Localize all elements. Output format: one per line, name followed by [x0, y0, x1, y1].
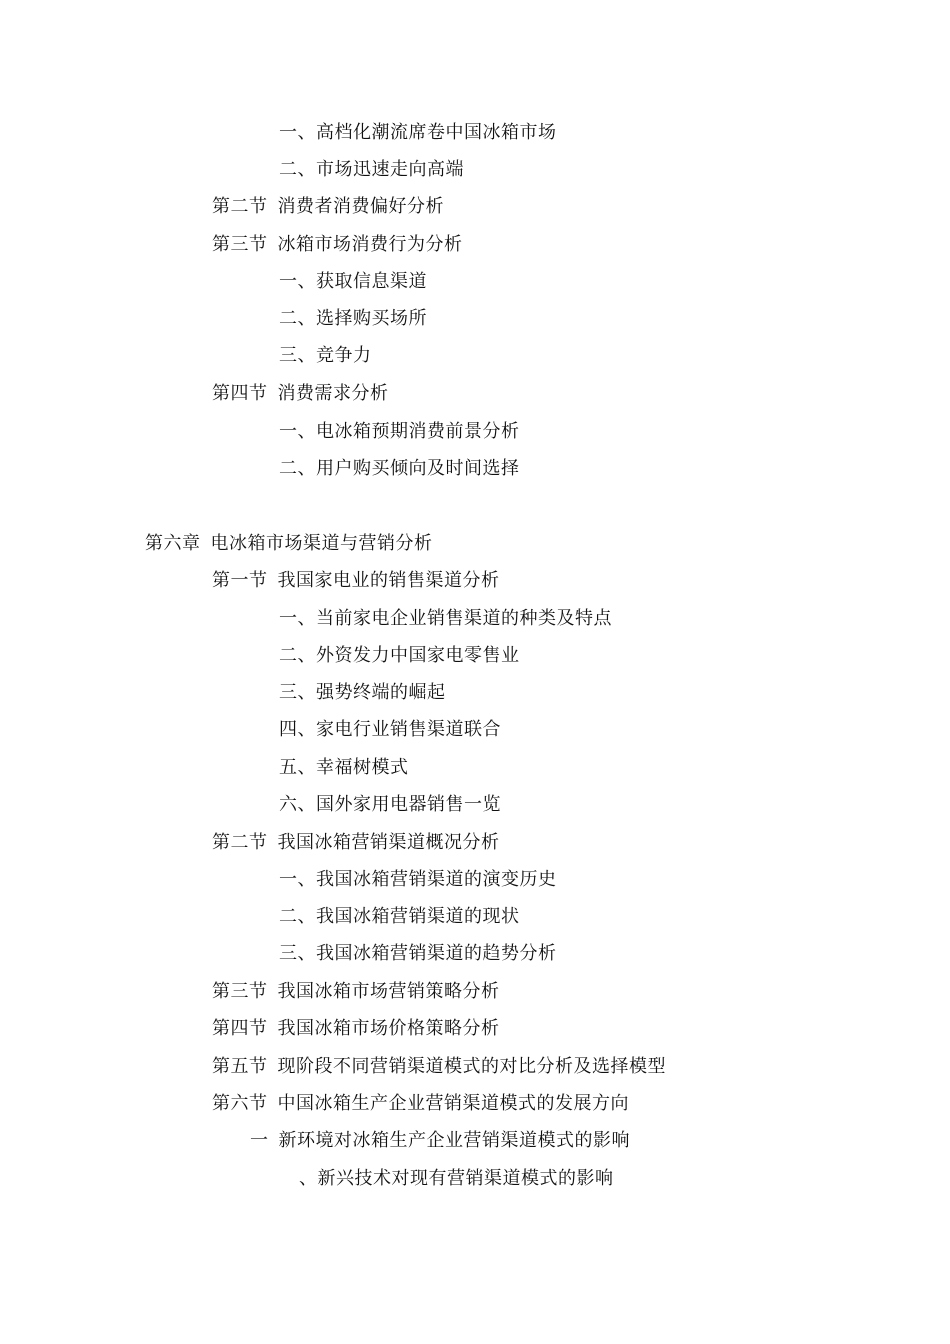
toc-item-text: 一、获取信息渠道	[279, 271, 427, 292]
toc-item-text: 、新兴技术对现有营销渠道模式的影响	[299, 1168, 614, 1189]
toc-item	[250, 1130, 630, 1152]
toc-section	[212, 981, 500, 1003]
toc-item	[279, 308, 427, 330]
toc-section	[212, 570, 500, 592]
toc-chapter	[145, 533, 433, 555]
toc-section-title: 我国冰箱营销渠道概况分析	[277, 832, 500, 853]
toc-item-text: 三、我国冰箱营销渠道的趋势分析	[279, 943, 557, 964]
toc-item	[279, 645, 520, 667]
toc-item-text: 六、国外家用电器销售一览	[279, 794, 501, 815]
toc-item	[299, 1168, 614, 1190]
toc-item	[279, 421, 520, 443]
toc-section-title: 消费需求分析	[277, 383, 389, 404]
toc-item-text: 二、市场迅速走向高端	[279, 159, 464, 180]
toc-item-text: 一、我国冰箱营销渠道的演变历史	[279, 869, 557, 890]
toc-section-number: 第二节	[212, 832, 268, 853]
toc-section-number: 第四节	[212, 383, 268, 404]
toc-section-number: 第五节	[212, 1056, 268, 1077]
toc-item	[279, 943, 557, 965]
toc-section-number: 第二节	[212, 196, 268, 217]
toc-item	[279, 122, 557, 144]
toc-section-title: 我国冰箱市场营销策略分析	[277, 981, 500, 1002]
toc-item-number: 一	[250, 1130, 269, 1151]
toc-item-text: 三、竞争力	[279, 345, 372, 366]
toc-item-text: 二、选择购买场所	[279, 308, 427, 329]
toc-section	[212, 234, 463, 256]
toc-section-number: 第六节	[212, 1093, 268, 1114]
toc-item-text: 一、当前家电企业销售渠道的种类及特点	[279, 608, 612, 629]
toc-item-text: 五、幸福树模式	[279, 757, 409, 778]
toc-item	[279, 869, 557, 891]
toc-chapter-title: 电冰箱市场渠道与营销分析	[210, 533, 433, 554]
toc-item-text: 三、强势终端的崛起	[279, 682, 446, 703]
toc-section-number: 第四节	[212, 1018, 268, 1039]
toc-section	[212, 832, 500, 854]
toc-item	[279, 159, 464, 181]
toc-section-title: 中国冰箱生产企业营销渠道模式的发展方向	[277, 1093, 629, 1114]
toc-section	[212, 383, 389, 405]
toc-section	[212, 1018, 500, 1040]
toc-section-title: 现阶段不同营销渠道模式的对比分析及选择模型	[277, 1056, 666, 1077]
toc-section-number: 第三节	[212, 234, 268, 255]
toc-item-text: 一、高档化潮流席卷中国冰箱市场	[279, 122, 557, 143]
toc-item-text: 四、家电行业销售渠道联合	[279, 719, 501, 740]
toc-section-title: 冰箱市场消费行为分析	[277, 234, 463, 255]
toc-chapter-number: 第六章	[145, 533, 201, 554]
toc-item	[279, 757, 409, 779]
toc-item-text: 二、外资发力中国家电零售业	[279, 645, 520, 666]
toc-item	[279, 608, 612, 630]
toc-item-text: 二、我国冰箱营销渠道的现状	[279, 906, 520, 927]
toc-section-title: 我国家电业的销售渠道分析	[277, 570, 500, 591]
toc-item	[279, 906, 520, 928]
toc-item	[279, 271, 427, 293]
toc-item-text: 一、电冰箱预期消费前景分析	[279, 421, 520, 442]
toc-item-text: 二、用户购买倾向及时间选择	[279, 458, 520, 479]
toc-section	[212, 196, 444, 218]
toc-section	[212, 1056, 666, 1078]
toc-item	[279, 458, 520, 480]
toc-item	[279, 682, 446, 704]
toc-item	[279, 719, 501, 741]
toc-section-title: 我国冰箱市场价格策略分析	[277, 1018, 500, 1039]
toc-item	[279, 794, 501, 816]
toc-section-number: 第三节	[212, 981, 268, 1002]
toc-section-title: 消费者消费偏好分析	[277, 196, 444, 217]
toc-section	[212, 1093, 629, 1115]
toc-item	[279, 345, 372, 367]
toc-section-number: 第一节	[212, 570, 268, 591]
toc-item-text: 新环境对冰箱生产企业营销渠道模式的影响	[278, 1130, 630, 1151]
